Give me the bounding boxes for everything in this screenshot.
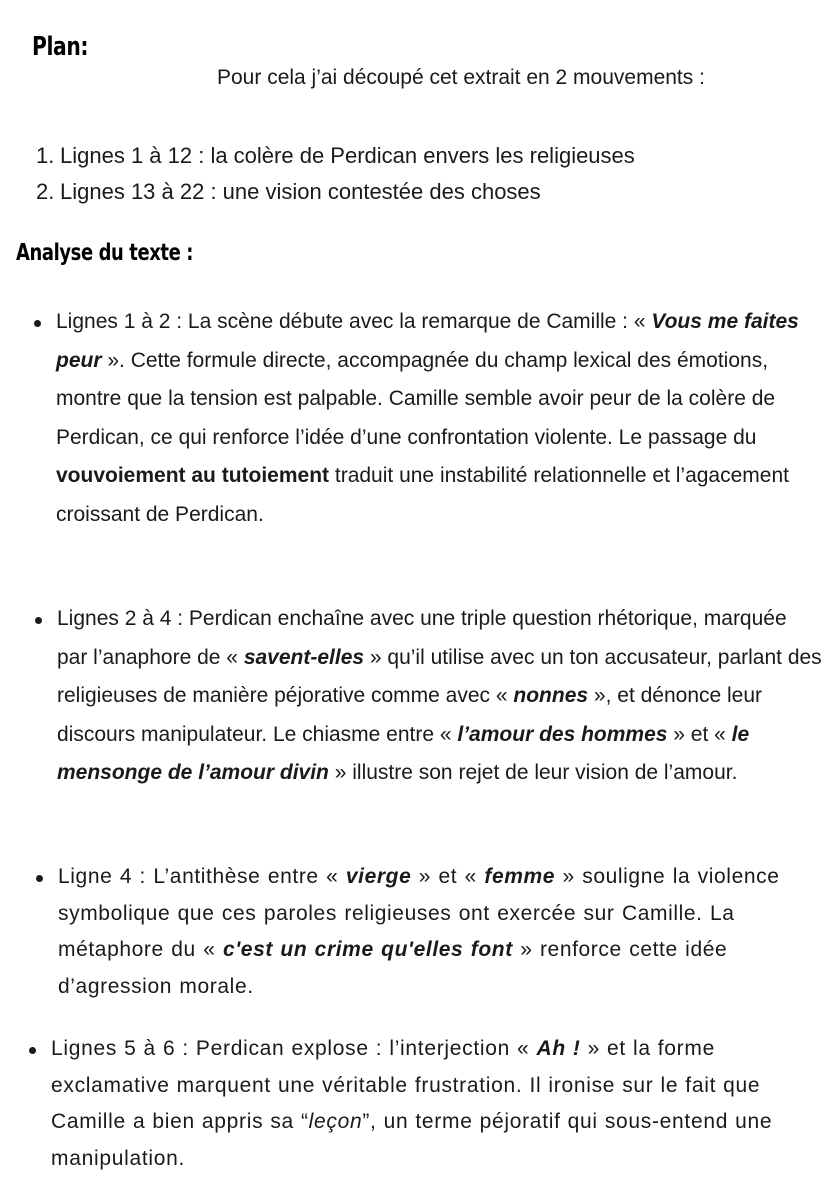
plan-item — [36, 138, 635, 174]
analysis-paragraph: Lignes 2 à 4 : Perdican enchaîne avec une triple question rhétorique, marquée par l’anaphore de « savent-elles » qu’il utilise avec un ton accusateur, parlant des religieuses de manière péjorative comme avec « nonnes », et dénonce leur discours manipulateur. Le chiasme entre « l’amour des hommes » et « le mensonge de l’amour divin » illustre son rejet de leur vision de l’amour. — [57, 607, 822, 784]
plan-item — [36, 174, 635, 210]
plan-item-number: 1. — [36, 143, 55, 168]
plan-intro: Pour cela j’ai découpé cet extrait en 2 mouvements : — [217, 66, 705, 89]
analysis-bullet-3 — [58, 859, 806, 1005]
analysis-paragraph: Ligne 4 : L’antithèse entre « vierge » et « femme » souligne la violence symbolique que ces paroles religieuses ont exercée sur Camille. La métaphore du « c'est un crime qu'elles font » renforce cette idée d’agression morale. — [58, 865, 780, 998]
plan-list — [36, 138, 635, 210]
bullet-dot — [29, 1047, 36, 1054]
analysis-bullet-2 — [57, 600, 822, 793]
quote-emphasis: savent-elles — [243, 645, 365, 669]
analysis-bullet-4 — [51, 1031, 808, 1177]
plan-heading: Plan: — [32, 32, 89, 62]
quote-emphasis: vierge — [345, 865, 412, 888]
quote-emphasis: c'est un crime qu'elles font — [222, 938, 513, 961]
italic-term: leçon — [308, 1110, 363, 1133]
plan-item-number: 2. — [36, 179, 55, 204]
analyse-heading: Analyse du texte : — [16, 240, 194, 266]
quote-emphasis: femme — [484, 865, 556, 888]
analysis-paragraph: Lignes 1 à 2 : La scène débute avec la remarque de Camille : « Vous me faites peur ». Cette formule directe, accompagnée du champ lexical des émotions, montre que la tension est palpable. Camille semble avoir peur de la colère de Perdican, ce qui renforce l’idée d’une confrontation violente. Le passage du vouvoiement au tutoiement traduit une instabilité relationnelle et l’agacement croissant de Perdican. — [56, 310, 799, 526]
quote-emphasis: l’amour des hommes — [457, 722, 668, 746]
analysis-paragraph: Lignes 5 à 6 : Perdican explose : l’interjection « Ah ! » et la forme exclamative marquent une véritable frustration. Il ironise sur le fait que Camille a bien appris sa “leçon”, un terme péjoratif qui sous-entend une manipulation. — [51, 1037, 773, 1170]
bullet-dot — [34, 320, 41, 327]
quote-emphasis: Ah ! — [536, 1037, 581, 1060]
analysis-bullet-1 — [56, 303, 816, 534]
bold-term: vouvoiement au tutoiement — [56, 464, 330, 487]
quote-emphasis: Vous me faites peur — [56, 310, 799, 372]
quote-emphasis: le mensonge de l’amour divin — [57, 722, 750, 784]
bullet-dot — [35, 617, 42, 624]
plan-item-text: Lignes 13 à 22 : une vision contestée des choses — [60, 179, 541, 204]
plan-item-text: Lignes 1 à 12 : la colère de Perdican envers les religieuses — [60, 143, 635, 168]
quote-emphasis: nonnes — [513, 684, 589, 707]
bullet-dot — [36, 875, 43, 882]
